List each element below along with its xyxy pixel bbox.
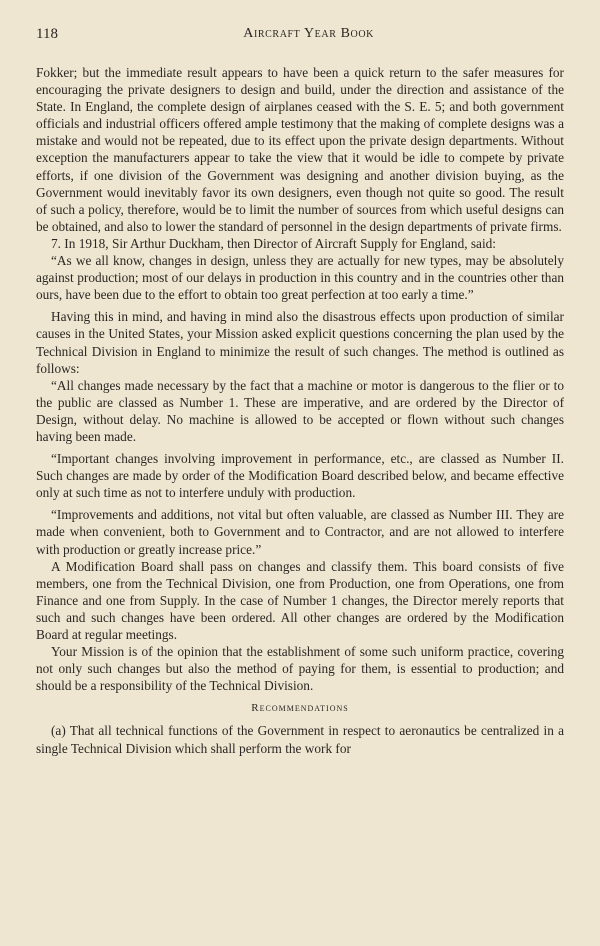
recommendation-a: (a) That all technical functions of the Government in respect to aeronautics be centralized in a single Technical Division which shall perform the work for xyxy=(36,723,564,756)
paragraph-mission-opinion: Your Mission is of the opinion that the establishment of some such uniform practice, covering not only such changes but also the method of paying for them, is essential to production; and should be a responsibility of the Technical Division. xyxy=(36,644,564,694)
paragraph-fokker: Fokker; but the immediate result appears to have been a quick return to the safer measures for encouraging the private designers to design and build, under the direction and assistance of the State. In England, the complete design of airplanes ceased with the S. E. 5; and both government officials and industrial officers offered ample testimony that the making of complete designs was a mistake and would not be repeated, due to its effect upon the private design departments. Without exception the manufacturers appear to take the view that it would be idle to compete by private efforts, if one division of the Government was designing and another division buying, as the Government would inevitably favor its own designers, even though not quite so good. The result of such a policy, therefore, would be to limit the number of sources from which useful designs can be obtained, and also to lower the standard of personnel in the design departments of private firms. xyxy=(36,65,564,234)
paragraph-number-3: “Improvements and additions, not vital but often valuable, are classed as Number III. They are made when convenient, both to Government and to Contractor, and are not allowed to interfere with production or greatly increase price.” xyxy=(36,507,564,557)
paragraph-number-1: “All changes made necessary by the fact that a machine or motor is dangerous to the flier or to the public are classed as Number 1. These are imperative, and are ordered by the Director of Design, without delay. No machine is allowed to be accepted or flown without such changes having been made. xyxy=(36,377,564,444)
paragraph-duckham-quote: “As we all know, changes in design, unless they are actually for new types, may be absolutely against production; most of our delays in production in this country and in the countries other than ours, have been due to the effort to obtain too great perfection at too early a time.” xyxy=(36,253,564,303)
page-body xyxy=(36,64,564,757)
paragraph-modification-board: A Modification Board shall pass on changes and classify them. This board consists of five members, one from the Technical Division, one from Production, one from Operations, one from Finance and one from Supply. In the case of Number 1 changes, the Director merely reports that such and such changes have been ordered. All other changes are ordered by the Modification Board at regular meetings. xyxy=(36,558,564,642)
page-header xyxy=(36,26,564,48)
page-number: 118 xyxy=(36,26,58,42)
paragraph-number-2: “Important changes involving improvement in performance, etc., are classed as Number II. Such changes are made by order of the Modification Board described below, and became effective only at such time as not to interfere unduly with production. xyxy=(36,451,564,501)
running-title: Aircraft Year Book xyxy=(243,26,374,41)
paragraph-duckham-intro: 7. In 1918, Sir Arthur Duckham, then Director of Aircraft Supply for England, said: xyxy=(51,235,496,251)
recommendations-heading: Recommendations xyxy=(251,702,349,715)
paragraph-mission-questions: Having this in mind, and having in mind also the disastrous effects upon production of similar causes in the United States, your Mission asked explicit questions concerning the plan used by the Technical Division in England to minimize the result of such changes. The method is outlined as follows: xyxy=(36,309,564,376)
